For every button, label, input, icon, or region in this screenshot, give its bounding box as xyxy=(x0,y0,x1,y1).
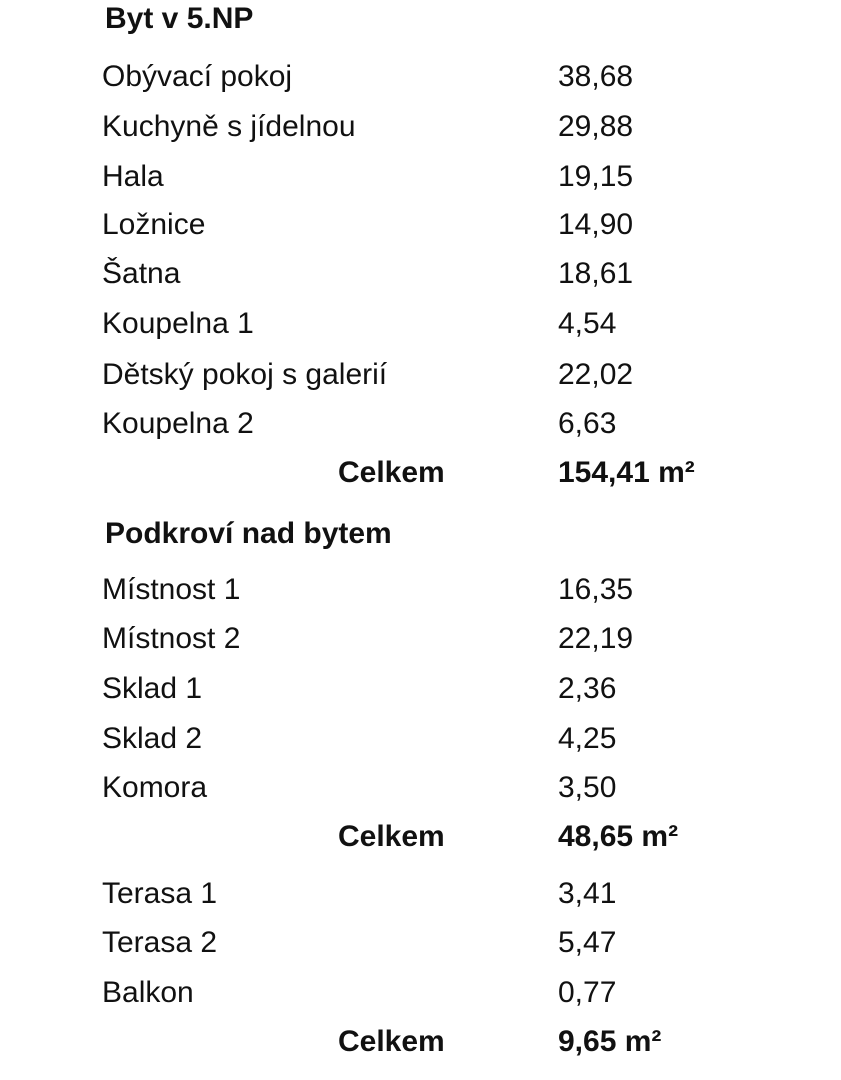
room-area: 4,25 xyxy=(558,722,617,755)
room-name: Šatna xyxy=(102,257,181,290)
table-row xyxy=(0,57,841,97)
table-row xyxy=(0,404,841,444)
table-row xyxy=(0,619,841,659)
table-row xyxy=(0,304,841,344)
room-area: 22,02 xyxy=(558,358,634,391)
room-area: 16,35 xyxy=(558,573,634,606)
total-row xyxy=(0,817,841,857)
room-name: Ložnice xyxy=(102,208,206,241)
room-name: Místnost 1 xyxy=(102,573,241,606)
total-label: Celkem xyxy=(338,1025,445,1058)
room-name: Koupelna 2 xyxy=(102,407,254,440)
total-value: 154,41 m² xyxy=(558,456,695,489)
room-area: 18,61 xyxy=(558,257,634,290)
room-area: 4,54 xyxy=(558,307,617,340)
room-area: 38,68 xyxy=(558,60,634,93)
room-name: Dětský pokoj s galerií xyxy=(102,358,388,391)
table-row xyxy=(0,874,841,914)
table-row xyxy=(0,719,841,759)
room-name: Komora xyxy=(102,771,208,804)
table-row xyxy=(0,923,841,963)
room-name: Sklad 1 xyxy=(102,672,203,705)
room-name: Terasa 1 xyxy=(102,877,218,910)
room-name: Obývací pokoj xyxy=(102,60,293,93)
room-area: 3,50 xyxy=(558,771,617,804)
room-area: 0,77 xyxy=(558,976,617,1009)
room-area: 19,15 xyxy=(558,160,634,193)
room-name: Místnost 2 xyxy=(102,622,241,655)
table-row xyxy=(0,107,841,147)
table-row xyxy=(0,355,841,395)
room-area: 2,36 xyxy=(558,672,617,705)
table-row xyxy=(0,768,841,808)
room-area: 5,47 xyxy=(558,926,617,959)
room-area: 3,41 xyxy=(558,877,617,910)
room-area: 14,90 xyxy=(558,208,634,241)
room-area: 6,63 xyxy=(558,407,617,440)
room-name: Sklad 2 xyxy=(102,722,203,755)
section-title-attic: Podkroví nad bytem xyxy=(105,517,392,550)
table-row xyxy=(0,157,841,197)
total-row xyxy=(0,1022,841,1062)
room-name: Terasa 2 xyxy=(102,926,218,959)
table-row xyxy=(0,973,841,1013)
table-row xyxy=(0,570,841,610)
total-row xyxy=(0,453,841,493)
table-row xyxy=(0,205,841,245)
total-value: 48,65 m² xyxy=(558,820,679,853)
table-row xyxy=(0,669,841,709)
total-value: 9,65 m² xyxy=(558,1025,662,1058)
table-row xyxy=(0,254,841,294)
room-area: 29,88 xyxy=(558,110,634,143)
total-label: Celkem xyxy=(338,820,445,853)
room-name: Balkon xyxy=(102,976,194,1009)
room-name: Hala xyxy=(102,160,164,193)
room-name: Kuchyně s jídelnou xyxy=(102,110,356,143)
room-name: Koupelna 1 xyxy=(102,307,254,340)
total-label: Celkem xyxy=(338,456,445,489)
section-title-apartment: Byt v 5.NP xyxy=(105,2,254,35)
room-area: 22,19 xyxy=(558,622,634,655)
